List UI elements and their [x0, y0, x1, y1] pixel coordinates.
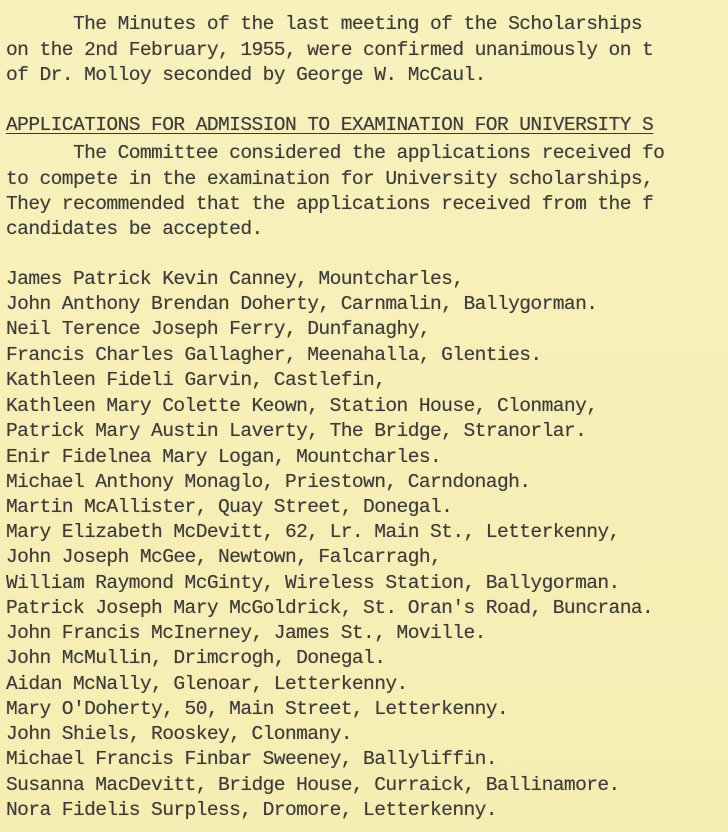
- candidate-line: John Francis McInerney, James St., Moville.: [6, 622, 486, 644]
- paragraph2-line-3: They recommended that the applications received from the f: [6, 193, 654, 215]
- candidate-line: Mary Elizabeth McDevitt, 62, Lr. Main St., Letterkenny,: [6, 521, 620, 543]
- candidate-line: Mary O'Doherty, 50, Main Street, Letterkenny.: [6, 698, 509, 720]
- paragraph1-line-2: on the 2nd February, 1955, were confirmed unanimously on t: [6, 39, 654, 61]
- section-heading: APPLICATIONS FOR ADMISSION TO EXAMINATION FOR UNIVERSITY S: [6, 114, 654, 136]
- candidate-line: John Anthony Brendan Doherty, Carnmalin, Ballygorman.: [6, 293, 598, 315]
- candidate-line: Michael Anthony Monaglo, Priestown, Carndonagh.: [6, 471, 531, 493]
- candidate-line: Nora Fidelis Surpless, Dromore, Letterkenny.: [6, 799, 497, 821]
- candidate-line: Patrick Mary Austin Laverty, The Bridge, Stranorlar.: [6, 420, 587, 442]
- paragraph2-line-1: The Committee considered the applications received fo: [6, 142, 665, 164]
- paragraph1-line-1: The Minutes of the last meeting of the Scholarships: [6, 13, 643, 35]
- candidate-line: John McMullin, Drimcrogh, Donegal.: [6, 647, 386, 669]
- paragraph2-line-2: to compete in the examination for University scholarships,: [6, 168, 654, 190]
- paragraph2-line-4: candidates be accepted.: [6, 218, 263, 240]
- candidate-line: Susanna MacDevitt, Bridge House, Curraick, Ballinamore.: [6, 774, 620, 796]
- candidate-line: Kathleen Mary Colette Keown, Station House, Clonmany,: [6, 395, 598, 417]
- candidate-line: James Patrick Kevin Canney, Mountcharles,: [6, 268, 464, 290]
- candidate-line: John Joseph McGee, Newtown, Falcarragh,: [6, 546, 442, 568]
- candidate-line: William Raymond McGinty, Wireless Station, Ballygorman.: [6, 572, 620, 594]
- candidate-line: Enir Fidelnea Mary Logan, Mountcharles.: [6, 446, 442, 468]
- candidate-line: John Shiels, Rooskey, Clonmany.: [6, 723, 352, 745]
- candidate-line: Patrick Joseph Mary McGoldrick, St. Oran's Road, Buncrana.: [6, 597, 654, 619]
- candidate-line: Francis Charles Gallagher, Meenahalla, Glenties.: [6, 344, 542, 366]
- candidate-line: Martin McAllister, Quay Street, Donegal.: [6, 496, 453, 518]
- candidate-line: Kathleen Fideli Garvin, Castlefin,: [6, 369, 386, 391]
- candidate-line: Aidan McNally, Glenoar, Letterkenny.: [6, 673, 408, 695]
- candidate-line: Michael Francis Finbar Sweeney, Ballyliffin.: [6, 748, 497, 770]
- paragraph1-line-3: of Dr. Molloy seconded by George W. McCaul.: [6, 64, 486, 86]
- candidate-line: Neil Terence Joseph Ferry, Dunfanaghy,: [6, 318, 431, 340]
